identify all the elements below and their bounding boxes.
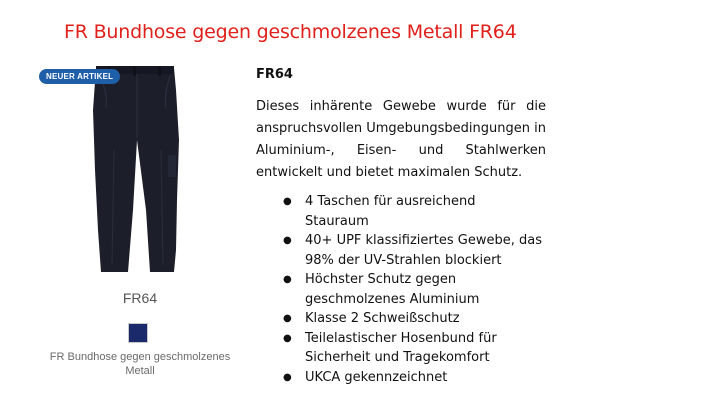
page-title: FR Bundhose gegen geschmolzenes Metall FR64 [64,21,517,43]
product-description [256,66,546,184]
bullet-icon: ● [283,274,292,285]
list-item [283,231,543,270]
list-item [283,329,543,368]
list-item [283,368,543,388]
feature-text: UKCA gekennzeichnet [305,369,448,385]
feature-text: Klasse 2 Schweißschutz [305,311,460,326]
bullet-icon: ● [283,371,292,383]
product-code-caption[interactable]: FR64 [122,290,158,306]
new-item-badge: NEUER ARTIKEL [39,69,120,84]
description-heading: FR64 [256,67,293,82]
bullet-icon: ● [283,332,292,344]
list-item [283,270,543,309]
feature-text: Teilelastischer Hosenbund für Sicherheit und Tragekomfort [305,330,497,365]
feature-text: 40+ UPF klassifiziertes Gewebe, das 98% der UV-Strahlen blockiert [305,233,542,268]
description-body: Dieses inhärente Gewebe wurde für die anspruchsvollen Umgebungsbedingungen in Aluminium-, Eisen- und Stahlwerken entwickelt und bietet maximalen Schutz. [256,99,546,180]
feature-list [283,192,543,387]
list-item [283,192,543,231]
feature-text: Höchster Schutz gegen geschmolzenes Aluminium [305,272,480,307]
trousers-product-image[interactable] [38,60,238,285]
list-item [283,309,543,329]
product-name-caption[interactable]: FR Bundhose gegen geschmolzenes Metall [49,351,231,377]
feature-text: 4 Taschen für ausreichend Stauraum [305,194,476,229]
color-swatch-navy[interactable] [128,323,148,343]
bullet-icon: ● [283,196,292,207]
bullet-icon: ● [283,313,292,324]
bullet-icon: ● [283,235,292,246]
